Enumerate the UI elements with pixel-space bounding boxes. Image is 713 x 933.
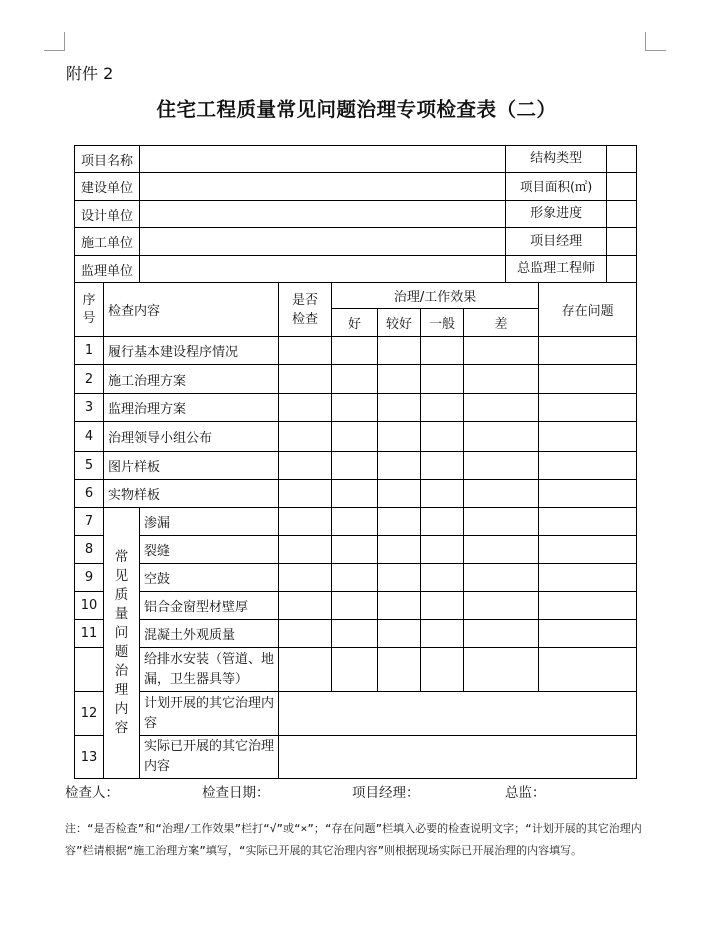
effect-cell[interactable]	[332, 365, 378, 394]
row-number: 6	[75, 480, 104, 508]
checked-cell[interactable]	[279, 536, 332, 564]
effect-cell[interactable]	[332, 452, 378, 480]
row-content: 给排水安装（管道、地漏，卫生器具等）	[140, 648, 279, 692]
info-label: 建设单位	[75, 173, 140, 201]
effect-cell[interactable]	[378, 365, 421, 394]
effect-cell[interactable]	[332, 648, 378, 692]
info-value-field[interactable]	[140, 146, 506, 173]
crop-mark-top-left	[44, 32, 65, 51]
crop-mark-top-right	[645, 32, 666, 51]
info-label: 设计单位	[75, 201, 140, 228]
issues-cell[interactable]	[539, 620, 637, 648]
row-content: 空鼓	[140, 564, 279, 592]
info-value-field[interactable]	[140, 201, 506, 228]
header-issues: 存在问题	[539, 283, 637, 337]
effect-cell[interactable]	[421, 648, 464, 692]
header-checked: 是否检查	[279, 283, 332, 337]
effect-cell[interactable]	[421, 508, 464, 536]
row-number: 8	[75, 536, 104, 564]
header-row	[75, 283, 637, 309]
effect-cell[interactable]	[464, 592, 539, 620]
row-number: 4	[75, 422, 104, 452]
info-row	[75, 173, 637, 201]
chief-supervisor-label: 总监：	[505, 785, 546, 801]
effect-cell[interactable]	[421, 394, 464, 422]
info-row	[75, 201, 637, 228]
effect-cell[interactable]	[378, 480, 421, 508]
table-row	[75, 337, 637, 365]
checked-cell[interactable]	[279, 452, 332, 480]
table-row	[75, 365, 637, 394]
effect-cell[interactable]	[332, 564, 378, 592]
row-content: 监理治理方案	[104, 394, 279, 422]
info-label: 项目经理	[530, 234, 583, 249]
info-value-field[interactable]	[140, 256, 506, 283]
info-value-field[interactable]	[140, 228, 506, 256]
row-content: 渗漏	[140, 508, 279, 536]
effect-cell[interactable]	[421, 592, 464, 620]
checked-cell[interactable]	[279, 365, 332, 394]
header-seq: 序号	[75, 283, 104, 337]
table-row	[75, 536, 637, 564]
row-content: 治理领导小组公布	[104, 422, 279, 452]
info-value-field[interactable]	[606, 201, 636, 227]
table-row	[75, 452, 637, 480]
effect-cell[interactable]	[464, 564, 539, 592]
page-title: 住宅工程质量常见问题治理专项检查表（二）	[156, 98, 557, 121]
checked-cell[interactable]	[279, 620, 332, 648]
info-value-field[interactable]	[140, 173, 506, 201]
checked-cell[interactable]	[279, 480, 332, 508]
effect-cell[interactable]	[421, 452, 464, 480]
checked-cell[interactable]	[279, 337, 332, 365]
row-content: 混凝土外观质量	[140, 620, 279, 648]
effect-cell[interactable]	[378, 564, 421, 592]
effect-cell[interactable]	[378, 337, 421, 365]
row-number: 7	[75, 508, 104, 536]
checked-cell[interactable]	[279, 394, 332, 422]
attachment-label: 附件 2	[66, 64, 114, 83]
info-label: 总监理工程师	[517, 261, 596, 276]
row-number	[75, 648, 104, 692]
effect-level-label: 一般	[421, 309, 464, 337]
checked-cell[interactable]	[279, 648, 332, 692]
info-label: 监理单位	[75, 256, 140, 283]
effect-level-label: 好	[332, 309, 378, 337]
checked-cell[interactable]	[279, 508, 332, 536]
effect-cell[interactable]	[378, 592, 421, 620]
issues-cell[interactable]	[539, 536, 637, 564]
info-value-field[interactable]	[606, 256, 636, 282]
table-row	[75, 648, 637, 692]
info-value-field[interactable]	[606, 146, 636, 172]
effect-cell[interactable]	[332, 592, 378, 620]
effect-cell[interactable]	[378, 422, 421, 452]
effect-level-label: 差	[464, 309, 539, 337]
effect-cell[interactable]	[378, 648, 421, 692]
info-row	[75, 228, 637, 256]
effect-cell[interactable]	[332, 422, 378, 452]
effect-cell[interactable]	[464, 620, 539, 648]
info-value-field[interactable]	[606, 173, 636, 200]
row-number: 1	[75, 337, 104, 365]
effect-cell[interactable]	[378, 620, 421, 648]
table-row	[75, 692, 637, 736]
row-number: 3	[75, 394, 104, 422]
effect-cell[interactable]	[332, 536, 378, 564]
row-number: 9	[75, 564, 104, 592]
effect-cell[interactable]	[421, 422, 464, 452]
info-label: 施工单位	[75, 228, 140, 256]
row-content: 履行基本建设程序情况	[104, 337, 279, 365]
row-number: 11	[75, 620, 104, 648]
effect-cell[interactable]	[378, 452, 421, 480]
info-label: 项目面积(㎡)	[519, 179, 593, 194]
issues-cell[interactable]	[539, 592, 637, 620]
effect-cell[interactable]	[332, 620, 378, 648]
inspector-label: 检查人：	[65, 785, 119, 801]
group-label: 常见质量问题治理内容	[104, 508, 140, 779]
info-row	[75, 146, 637, 173]
issues-cell[interactable]	[539, 564, 637, 592]
table-row	[75, 394, 637, 422]
info-value-field[interactable]	[606, 228, 636, 255]
row-number: 13	[75, 736, 104, 779]
inspection-date-label: 检查日期：	[202, 785, 270, 801]
project-manager-label: 项目经理：	[352, 785, 420, 801]
effect-cell[interactable]	[464, 394, 539, 422]
issues-cell[interactable]	[539, 365, 637, 394]
checked-cell[interactable]	[279, 592, 332, 620]
effect-cell[interactable]	[378, 508, 421, 536]
effect-cell[interactable]	[464, 365, 539, 394]
effect-cell[interactable]	[421, 536, 464, 564]
row-content: 计划开展的其它治理内容	[140, 692, 279, 736]
row-number: 12	[75, 692, 104, 736]
row-content: 图片样板	[104, 452, 279, 480]
header-effect: 治理/工作效果	[332, 283, 539, 309]
table-row	[75, 736, 637, 779]
row-content: 施工治理方案	[104, 365, 279, 394]
row-number: 10	[75, 592, 104, 620]
effect-cell[interactable]	[378, 394, 421, 422]
row-number: 5	[75, 452, 104, 480]
header-content: 检查内容	[104, 283, 279, 337]
issues-cell[interactable]	[539, 337, 637, 365]
row-content: 裂缝	[140, 536, 279, 564]
effect-cell[interactable]	[332, 337, 378, 365]
issues-cell[interactable]	[539, 480, 637, 508]
info-label: 项目名称	[75, 146, 140, 173]
table-row	[75, 422, 637, 452]
row-content: 实际已开展的其它治理内容	[140, 736, 279, 779]
checked-cell[interactable]	[279, 422, 332, 452]
issues-cell[interactable]	[539, 394, 637, 422]
effect-cell[interactable]	[332, 480, 378, 508]
issues-cell[interactable]	[539, 422, 637, 452]
effect-cell[interactable]	[378, 536, 421, 564]
row-number: 2	[75, 365, 104, 394]
info-label: 结构类型	[530, 151, 583, 166]
effect-cell[interactable]	[421, 337, 464, 365]
row-content: 实物样板	[104, 480, 279, 508]
effect-cell[interactable]	[421, 365, 464, 394]
info-row	[75, 256, 637, 283]
info-label: 形象进度	[530, 206, 583, 221]
effect-cell[interactable]	[464, 452, 539, 480]
free-text-field[interactable]	[279, 736, 637, 779]
footnote: 注：“是否检查”和“治理/工作效果”栏打“√”或“×”；“存在问题”栏填入必要的检查说明文字；“计划开展的其它治理内容”栏请根据“施工治理方案”填写，“实际已开展的其它治理内容”则根据现场实际已开展治理的内容填写。	[65, 822, 642, 857]
effect-cell[interactable]	[464, 422, 539, 452]
table-row	[75, 620, 637, 648]
row-content: 铝合金窗型材壁厚	[140, 592, 279, 620]
effect-cell[interactable]	[464, 337, 539, 365]
effect-cell[interactable]	[464, 536, 539, 564]
table-row	[75, 480, 637, 508]
free-text-field[interactable]	[279, 692, 637, 736]
inspection-table	[74, 145, 637, 779]
effect-cell[interactable]	[332, 394, 378, 422]
effect-cell[interactable]	[464, 480, 539, 508]
issues-cell[interactable]	[539, 452, 637, 480]
effect-level-label: 较好	[378, 309, 421, 337]
effect-cell[interactable]	[332, 508, 378, 536]
table-row	[75, 564, 637, 592]
effect-cell[interactable]	[421, 564, 464, 592]
checked-cell[interactable]	[279, 564, 332, 592]
table-row	[75, 508, 637, 536]
effect-cell[interactable]	[464, 508, 539, 536]
issues-cell[interactable]	[539, 648, 637, 692]
table-row	[75, 592, 637, 620]
effect-cell[interactable]	[421, 480, 464, 508]
issues-cell[interactable]	[539, 508, 637, 536]
effect-cell[interactable]	[421, 620, 464, 648]
effect-cell[interactable]	[464, 648, 539, 692]
